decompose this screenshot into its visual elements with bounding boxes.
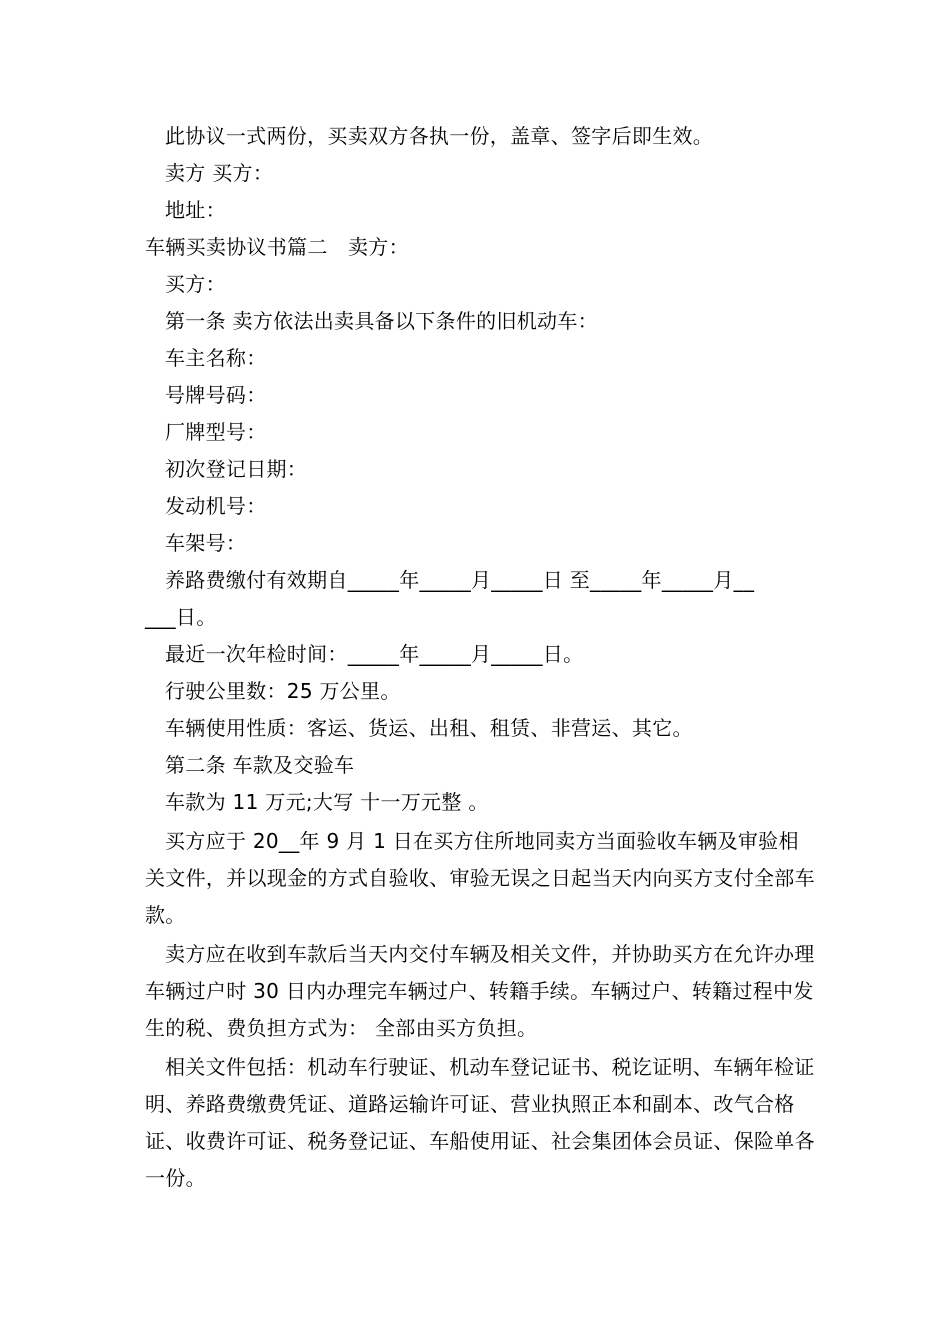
text-line: 卖方 买方： <box>165 161 274 185</box>
text-line: 最近一次年检时间：_____年_____月_____日。 <box>165 642 584 666</box>
text-line: 地址： <box>165 198 226 222</box>
text-line: 车款为 11 万元;大写 十一万元整 。 <box>165 790 489 814</box>
text-line: 车架号： <box>165 531 247 555</box>
text-line: 行驶公里数：25 万公里。 <box>165 679 401 703</box>
clause-heading: 第二条 车款及交验车 <box>165 753 355 777</box>
section-heading: 车辆买卖协议书篇二 卖方： <box>145 235 409 259</box>
text-line: 车主名称： <box>165 346 267 370</box>
text-line: 初次登记日期： <box>165 457 308 481</box>
document-body <box>145 118 815 1197</box>
paragraph: 买方应于 20__年 9 月 1 日在买方住所地同卖方当面验收车辆及审验相关文件，并以现金的方式自验收、审验无误之日起当天内向买方支付全部车款。 <box>145 829 815 927</box>
paragraph: 相关文件包括：机动车行驶证、机动车登记证书、税讫证明、车辆年检证明、养路费缴费凭证、道路运输许可证、营业执照正本和副本、改气合格证、收费许可证、税务登记证、车船使用证、社会集团体会员证、保险单各一份。 <box>145 1055 815 1190</box>
text-line: 厂牌型号： <box>165 420 267 444</box>
text-line: 买方： <box>165 272 226 296</box>
text-line: 发动机号： <box>165 494 267 518</box>
text-line: 号牌号码： <box>165 383 267 407</box>
text-line: 此协议一式两份，买卖双方各执一份，盖章、签字后即生效。 <box>165 124 714 148</box>
text-line: ___日。 <box>145 605 217 629</box>
text-line: 养路费缴付有效期自_____年_____月_____日 至_____年_____月__ <box>165 568 755 592</box>
clause-heading: 第一条 卖方依法出卖具备以下条件的旧机动车： <box>165 309 598 333</box>
paragraph: 卖方应在收到车款后当天内交付车辆及相关文件，并协助买方在允许办理车辆过户时 30 日内办理完车辆过户、转籍手续。车辆过户、转籍过程中发生的税、费负担方式为： 全部由买方负担。 <box>145 942 815 1040</box>
text-line: 车辆使用性质：客运、货运、出租、租赁、非营运、其它。 <box>165 716 693 740</box>
